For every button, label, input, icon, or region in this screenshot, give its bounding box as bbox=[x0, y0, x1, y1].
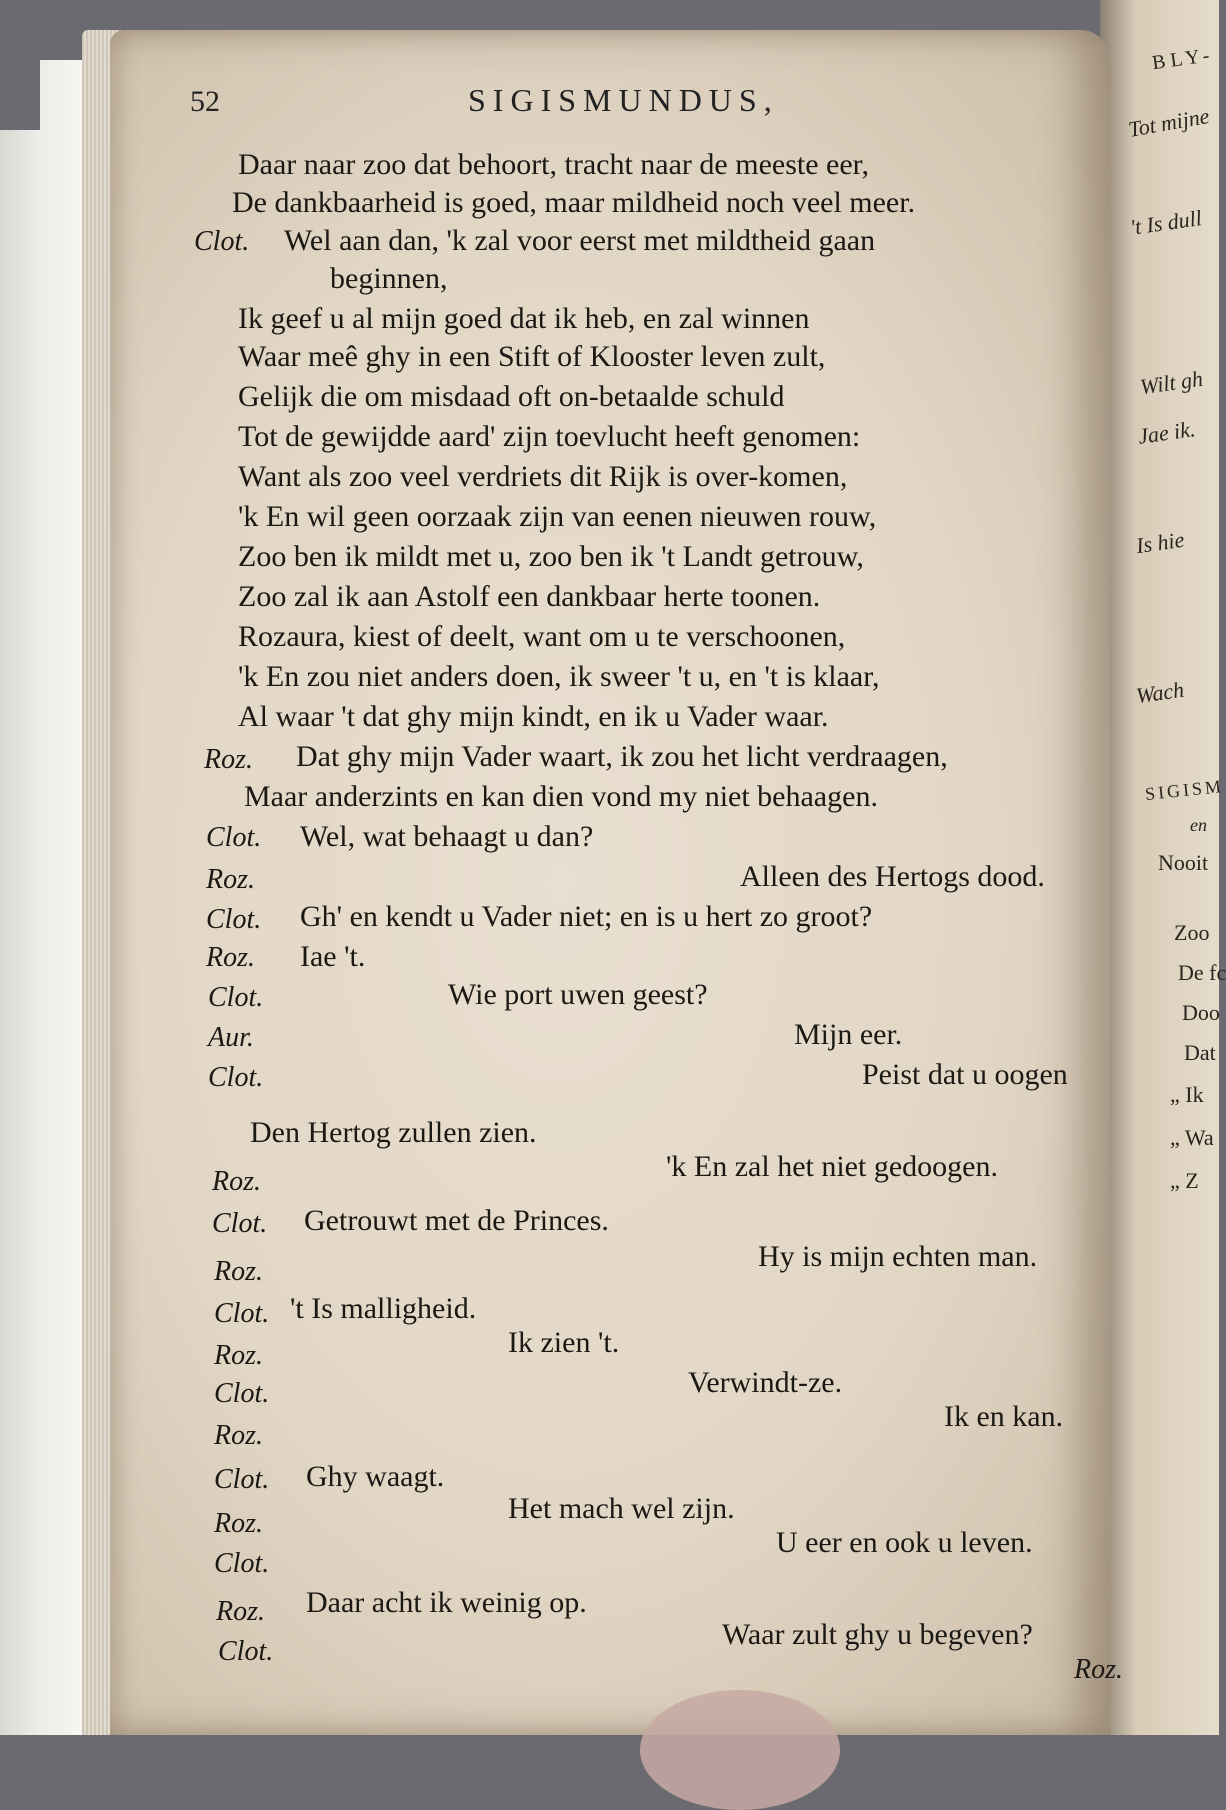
verse-line: Waar zult ghy u begeven? bbox=[722, 1618, 1033, 1651]
facing-page-line: SIGISM bbox=[1144, 775, 1225, 805]
verse-line: Daar naar zoo dat behoort, tracht naar de meeste eer, bbox=[238, 148, 869, 181]
thumb-shadow bbox=[640, 1690, 840, 1810]
facing-page-line: Tot mijne bbox=[1126, 103, 1212, 142]
verse-line: Wie port uwen geest? bbox=[448, 978, 708, 1011]
verse-line: Het mach wel zijn. bbox=[508, 1492, 735, 1525]
verse-line: Peist dat u oogen bbox=[862, 1058, 1068, 1091]
verse-line: Tot de gewijdde aard' zijn toevlucht heeft genomen: bbox=[238, 420, 861, 453]
speaker-label: Clot. bbox=[214, 1464, 270, 1495]
speaker-label: Roz. bbox=[214, 1256, 263, 1287]
verse-line: Mijn eer. bbox=[794, 1018, 903, 1051]
facing-page bbox=[1100, 0, 1226, 1735]
speaker-label: Clot. bbox=[214, 1298, 270, 1329]
verse-line: Iae 't. bbox=[300, 940, 366, 973]
page-number: 52 bbox=[190, 85, 220, 118]
speaker-label: Clot. bbox=[208, 982, 264, 1013]
catchword: Roz. bbox=[1074, 1654, 1123, 1685]
speaker-label: Roz. bbox=[206, 942, 255, 973]
facing-page-line: Jae ik. bbox=[1136, 416, 1197, 449]
speaker-label: Clot. bbox=[212, 1208, 268, 1239]
speaker-label: Roz. bbox=[204, 744, 253, 775]
speaker-label: Clot. bbox=[194, 226, 250, 257]
verse-line: Ik geef u al mijn goed dat ik heb, en zal winnen bbox=[238, 302, 810, 335]
facing-page-line: Dat bbox=[1184, 1040, 1216, 1065]
verse-line: 'k En zal het niet gedoogen. bbox=[666, 1150, 998, 1183]
speaker-label: Clot. bbox=[218, 1636, 274, 1667]
speaker-label: Roz. bbox=[216, 1596, 265, 1627]
verse-line: Wel, wat behaagt u dan? bbox=[300, 820, 594, 853]
facing-page-line: Is hie bbox=[1134, 526, 1186, 559]
verse-line: Den Hertog zullen zien. bbox=[250, 1116, 537, 1149]
verse-line: Verwindt-ze. bbox=[688, 1366, 843, 1399]
verse-line: 'k En wil geen oorzaak zijn van eenen nieuwen rouw, bbox=[238, 500, 877, 533]
facing-page-line: De fc bbox=[1178, 960, 1226, 985]
verse-line: Waar meê ghy in een Stift of Klooster leven zult, bbox=[238, 340, 826, 373]
speaker-label: Roz. bbox=[214, 1420, 263, 1451]
verse-line: Gh' en kendt u Vader niet; en is u hert zo groot? bbox=[300, 900, 873, 933]
facing-page-line: en bbox=[1190, 815, 1207, 835]
facing-page-line: „ Z bbox=[1170, 1168, 1199, 1193]
speaker-label: Roz. bbox=[212, 1166, 261, 1197]
verse-line: Zoo zal ik aan Astolf een dankbaar herte toonen. bbox=[238, 580, 821, 613]
verse-line: Ik en kan. bbox=[944, 1400, 1064, 1433]
verse-line: Hy is mijn echten man. bbox=[758, 1240, 1038, 1273]
facing-page-line: 't Is dull bbox=[1128, 205, 1204, 240]
verse-line: Rozaura, kiest of deelt, want om u te verschoonen, bbox=[238, 620, 846, 653]
facing-page-line: Wach bbox=[1134, 676, 1186, 709]
verse-line: Wel aan dan, 'k zal voor eerst met mildtheid gaan bbox=[284, 224, 876, 257]
speaker-label: Clot. bbox=[208, 1062, 264, 1093]
verse-line: Zoo ben ik mildt met u, zoo ben ik 't Landt getrouw, bbox=[238, 540, 864, 573]
verse-line: Gelijk die om misdaad oft on-betaalde schuld bbox=[238, 380, 785, 413]
verse-line: beginnen, bbox=[330, 262, 448, 295]
facing-page-line: Doo bbox=[1182, 1000, 1220, 1025]
verse-line: 'k En zou niet anders doen, ik sweer 't u, en 't is klaar, bbox=[238, 660, 880, 693]
verse-line: Dat ghy mijn Vader waart, ik zou het licht verdraagen, bbox=[296, 740, 948, 773]
speaker-label: Roz. bbox=[214, 1508, 263, 1539]
speaker-label: Clot. bbox=[206, 904, 262, 935]
verse-line: Al waar 't dat ghy mijn kindt, en ik u Vader waar. bbox=[238, 700, 829, 733]
verse-line: Alleen des Hertogs dood. bbox=[740, 860, 1045, 893]
verse-line: Ghy waagt. bbox=[306, 1460, 445, 1493]
facing-page-line: „ Ik bbox=[1170, 1082, 1204, 1107]
speaker-label: Clot. bbox=[214, 1378, 270, 1409]
verse-line: De dankbaarheid is goed, maar mildheid noch veel meer. bbox=[232, 186, 916, 219]
verse-line: Daar acht ik weinig op. bbox=[306, 1586, 587, 1619]
facing-page-line: Wilt gh bbox=[1138, 365, 1205, 400]
verse-line: U eer en ook u leven. bbox=[776, 1526, 1033, 1559]
verse-line: Want als zoo veel verdriets dit Rijk is over-komen, bbox=[238, 460, 848, 493]
verse-line: Maar anderzints en kan dien vond my niet behaagen. bbox=[244, 780, 878, 813]
speaker-label: Aur. bbox=[208, 1022, 254, 1053]
speaker-label: Clot. bbox=[206, 822, 262, 853]
speaker-label: Roz. bbox=[214, 1340, 263, 1371]
facing-page-line: Zoo bbox=[1174, 920, 1210, 945]
verse-line: Ik zien 't. bbox=[508, 1326, 620, 1359]
verse-line: Getrouwt met de Princes. bbox=[304, 1204, 609, 1237]
speaker-label: Clot. bbox=[214, 1548, 270, 1579]
facing-page-line: BLY- bbox=[1150, 43, 1216, 75]
speaker-label: Roz. bbox=[206, 864, 255, 895]
facing-page-line: „ Wa bbox=[1170, 1125, 1214, 1150]
verse-line: 't Is malligheid. bbox=[290, 1292, 477, 1325]
running-head: SIGISMUNDUS, bbox=[468, 82, 779, 118]
facing-page-line: Nooit bbox=[1158, 850, 1209, 875]
